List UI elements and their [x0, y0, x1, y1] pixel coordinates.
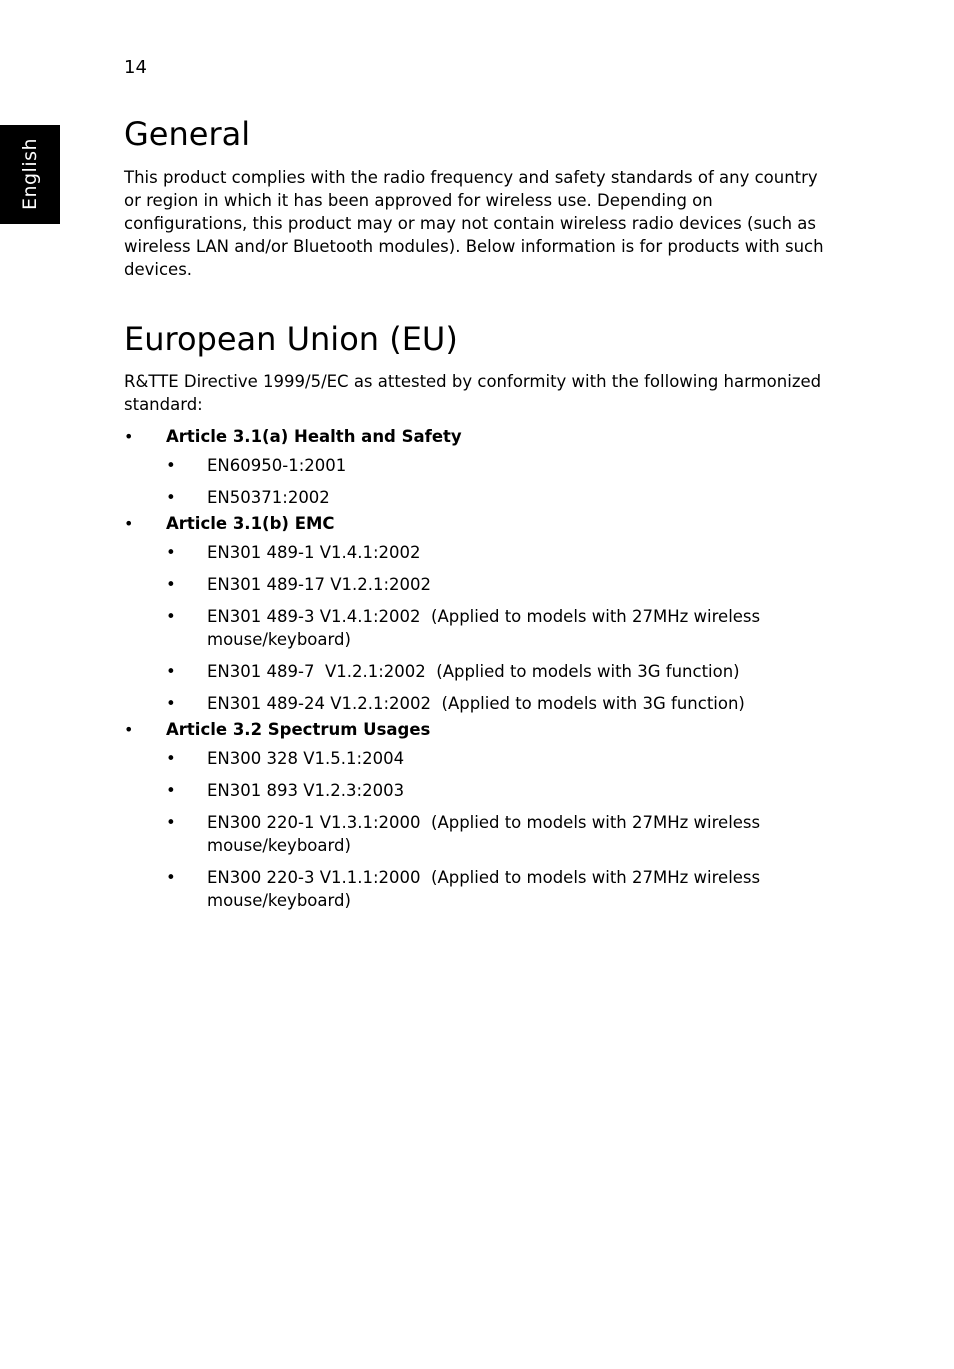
page-content: [124, 113, 824, 912]
article-item: [124, 509, 824, 715]
standard-text: EN301 893 V1.2.3:2003: [207, 781, 405, 800]
standard-item: [166, 660, 824, 683]
bullet: •: [166, 662, 176, 681]
bullet: •: [166, 868, 176, 887]
language-tab-label: English: [19, 137, 41, 211]
general-paragraph: This product complies with the radio frequency and safety standards of any country or region in which it has been approved for wireless use. Depending on configurations, this product may or may not contain wireless radio devices (such as wireless LAN and/or Bluetooth modules). Below information is for products with such devices.: [124, 168, 824, 279]
standard-item: [166, 779, 824, 802]
standard-text: EN300 220-1 V1.3.1:2000 (Applied to models with 27MHz wireless mouse/keyboard): [207, 813, 766, 855]
standard-list: [166, 541, 824, 715]
standard-text: EN301 489-17 V1.2.1:2002: [207, 575, 432, 594]
bullet: •: [166, 781, 176, 800]
standard-text: EN300 328 V1.5.1:2004: [207, 749, 405, 768]
article-label: Article 3.2 Spectrum Usages: [166, 720, 431, 739]
eu-heading: European Union (EU): [124, 320, 458, 358]
standard-item: [166, 486, 824, 509]
bullet: •: [166, 575, 176, 594]
bullet: •: [166, 607, 176, 626]
bullet: •: [166, 456, 176, 475]
standard-text: EN50371:2002: [207, 488, 330, 507]
standard-text: EN301 489-24 V1.2.1:2002 (Applied to models with 3G function): [207, 694, 745, 713]
general-heading: General: [124, 115, 251, 153]
standard-text: EN60950-1:2001: [207, 456, 347, 475]
standard-item: [166, 605, 824, 651]
article-label: Article 3.1(a) Health and Safety: [166, 427, 462, 446]
standard-list: [166, 747, 824, 912]
standard-text: EN300 220-3 V1.1.1:2000 (Applied to models with 27MHz wireless mouse/keyboard): [207, 868, 766, 910]
standard-item: [166, 454, 824, 477]
standard-item: [166, 541, 824, 564]
bullet: •: [166, 488, 176, 507]
bullet: •: [124, 427, 134, 446]
bullet: •: [166, 813, 176, 832]
standard-item: [166, 866, 824, 912]
standard-list: [166, 454, 824, 509]
article-label: Article 3.1(b) EMC: [166, 514, 335, 533]
bullet: •: [166, 694, 176, 713]
standard-text: EN301 489-1 V1.4.1:2002: [207, 543, 421, 562]
article-item: [124, 715, 824, 912]
bullet: •: [166, 543, 176, 562]
bullet: •: [124, 720, 134, 739]
standard-item: [166, 747, 824, 770]
standard-item: [166, 811, 824, 857]
standard-item: [166, 692, 824, 715]
standard-text: EN301 489-7 V1.2.1:2002 (Applied to models with 3G function): [207, 662, 740, 681]
article-list: [124, 422, 824, 912]
language-tab: [0, 125, 60, 224]
standard-text: EN301 489-3 V1.4.1:2002 (Applied to models with 27MHz wireless mouse/keyboard): [207, 607, 766, 649]
page-number: 14: [124, 57, 147, 78]
standard-item: [166, 573, 824, 596]
bullet: •: [166, 749, 176, 768]
eu-intro-paragraph: R&TTE Directive 1999/5/EC as attested by conformity with the following harmonized standard:: [124, 372, 822, 414]
bullet: •: [124, 514, 134, 533]
article-item: [124, 422, 824, 509]
